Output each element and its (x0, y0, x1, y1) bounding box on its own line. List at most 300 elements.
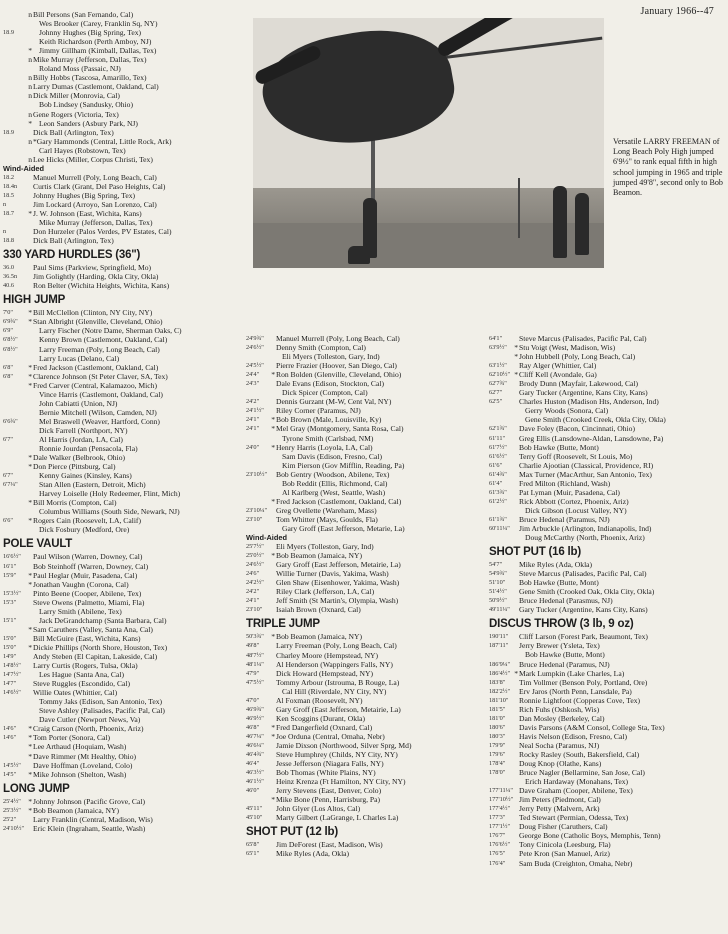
list-item (3, 227, 248, 236)
athlete-entry: Fred Jackson (Castlemont, Oakland, Cal) (33, 362, 159, 372)
list-item (246, 415, 496, 424)
mark-value: 65'1" (246, 850, 260, 858)
list-item (3, 589, 248, 598)
section-heading: SHOT PUT (12 lb) (246, 826, 339, 839)
athlete-entry: Tim Vollmer (Benson Poly, Portland, Ore) (519, 677, 648, 687)
athlete-entry: Gene Smith (Crooked Creek, Okla City, Okla) (525, 415, 666, 425)
mark-value: 24'5½" (246, 362, 264, 370)
star-marker: * (271, 415, 275, 425)
star-marker: * (271, 551, 275, 561)
list-item (489, 470, 727, 479)
list-item (246, 741, 496, 750)
section-heading: POLE VAULT (3, 538, 73, 551)
star-marker (268, 542, 276, 551)
list-item (3, 571, 248, 580)
list-item (489, 370, 727, 379)
athlete-entry: Dave Rimmer (Mt Healthy, Ohio) (33, 751, 137, 761)
star-marker (511, 795, 519, 804)
mark-value: 23'10½" (246, 470, 268, 478)
star-marker: * (28, 733, 32, 743)
list-item (489, 461, 727, 470)
star-marker (268, 352, 276, 361)
athlete-entry: Columbus Williams (South Side, Newark, NJ) (39, 507, 180, 517)
mark-value (489, 415, 511, 424)
list-item (489, 641, 727, 650)
athlete-entry: Bob Reddit (Ellis, Richmond, Cal) (282, 478, 388, 488)
list-item (246, 696, 496, 705)
star-marker: * (514, 668, 518, 678)
star-marker: * (271, 795, 275, 805)
list-item (489, 678, 727, 687)
star-marker: * (28, 751, 32, 761)
list-item (489, 334, 727, 343)
star-marker (268, 605, 276, 614)
list-item (246, 687, 496, 696)
star-marker (511, 759, 519, 768)
athlete-entry: Tony Cinicola (Leesburg, Fla) (519, 840, 611, 850)
athlete-entry: Rich Fuhs (Oshkosh, Wis) (519, 704, 600, 714)
mark-value: 24'1" (246, 425, 260, 433)
list-item (246, 379, 496, 388)
star-marker (511, 443, 519, 452)
mark-value: 180'6" (489, 723, 506, 731)
star-marker (25, 182, 33, 191)
athlete-entry: Mel Gray (Montgomery, Santa Rosa, Cal) (276, 424, 404, 434)
list-item (3, 462, 248, 471)
athlete-entry: Steve Humphrey (Childs, NY City, NY) (276, 750, 398, 760)
list-item (3, 100, 248, 109)
star-marker (25, 489, 33, 498)
list-item (3, 634, 248, 643)
mark-value (489, 533, 511, 542)
star-marker (511, 650, 519, 659)
star-marker (511, 831, 519, 840)
star-marker (511, 714, 519, 723)
list-item (3, 471, 248, 480)
star-marker (268, 587, 276, 596)
list-item (3, 281, 248, 290)
list-item (3, 200, 248, 209)
list-item (489, 388, 727, 397)
mark-value: 24'10½" (3, 824, 25, 832)
athlete-entry: Al Harris (Jordan, LA, Cal) (39, 434, 123, 444)
mark-value (3, 580, 25, 589)
star-marker (511, 678, 519, 687)
list-item (3, 37, 248, 46)
star-marker: * (28, 453, 32, 463)
athlete-entry: Dave Foley (Bacon, Cincinnati, Ohio) (519, 424, 635, 434)
mark-value: 46'7¼" (246, 732, 264, 740)
mark-value: 14'7" (3, 680, 17, 688)
list-item (246, 524, 496, 533)
star-marker (268, 506, 276, 515)
mark-value: 49'8" (246, 642, 260, 650)
list-item (489, 596, 727, 605)
star-marker (511, 696, 519, 705)
mark-value (246, 452, 268, 461)
list-item (3, 345, 248, 354)
mark-value (3, 82, 25, 91)
mark-value (3, 752, 25, 761)
athlete-entry: Sam Caruthers (Valley, Santa Ana, Cal) (33, 624, 153, 634)
star-marker (268, 569, 276, 578)
mark-value: 24'2½" (246, 579, 264, 587)
star-marker (268, 687, 276, 696)
mark-value (3, 10, 25, 19)
mark-value: 24'2" (246, 398, 260, 406)
mark-value (3, 426, 25, 435)
athlete-entry: Ron Belter (Wichita Heights, Wichita, Kans) (33, 281, 170, 291)
star-marker (25, 634, 33, 643)
mark-value: 25'2" (3, 815, 17, 823)
list-item (489, 506, 727, 515)
star-marker (268, 515, 276, 524)
athlete-entry: Bob Hawke (Butte, Mont) (519, 442, 599, 452)
star-marker (25, 281, 33, 290)
athlete-entry: Jim Peters (Piedmont, Cal) (519, 795, 601, 805)
star-marker (268, 596, 276, 605)
athlete-entry: Gary Groff (East Jefferson, Metairie, La) (276, 704, 401, 714)
list-item (489, 497, 727, 506)
list-item (3, 733, 248, 742)
star-marker: * (28, 46, 32, 56)
mark-value (3, 19, 25, 28)
mark-value (3, 462, 25, 471)
mark-value (246, 461, 268, 470)
athlete-entry: Dan Mosley (Berkeley, Cal) (519, 713, 605, 723)
list-item (3, 335, 248, 344)
star-marker (511, 768, 519, 777)
athlete-entry: Larry Freeman (Poly, Long Beach, Cal) (276, 641, 397, 651)
star-marker (268, 488, 276, 497)
star-marker: * (271, 632, 275, 642)
athlete-entry: Jim Lockard (Arroyo, San Lorenzo, Cal) (33, 199, 157, 209)
athlete-entry: J. W. Johnson (East, Wichita, Kans) (33, 208, 142, 218)
athlete-entry: Steve Owens (Palmetto, Miami, Fla) (33, 597, 145, 607)
star-marker (25, 335, 33, 344)
list-item (246, 669, 496, 678)
list-item (3, 453, 248, 462)
star-marker (268, 804, 276, 813)
star-marker: * (28, 642, 32, 652)
star-marker (511, 488, 519, 497)
list-item (246, 849, 496, 858)
athlete-entry: Gary Tucker (Argentine, Kans City, Kans) (519, 388, 648, 398)
list-item (3, 688, 248, 697)
mark-value: 62'10½" (489, 371, 511, 379)
star-marker (268, 406, 276, 415)
athlete-entry: John Hubbell (Poly, Long Beach, Cal) (519, 352, 636, 362)
list-item (3, 761, 248, 770)
athlete-entry: Keith Richardson (Perth Amboy, NJ) (39, 37, 152, 47)
star-marker (25, 679, 33, 688)
list-item (246, 723, 496, 732)
list-item (3, 715, 248, 724)
athlete-entry: Tommy Arbour (Istrouma, B Rouge, La) (276, 677, 400, 687)
list-item (489, 406, 727, 415)
star-marker (25, 824, 33, 833)
star-marker (268, 660, 276, 669)
athlete-entry: Bob Steinhoff (Warren, Downey, Cal) (33, 561, 149, 571)
star-marker (25, 236, 33, 245)
list-item (3, 670, 248, 679)
mark-value: 181'0" (489, 714, 506, 722)
list-item (489, 434, 727, 443)
mark-value: 177'4½" (489, 805, 511, 813)
section-heading: SHOT PUT (16 lb) (489, 546, 582, 559)
athlete-entry: Jim Arbuckle (Arlington, Indianapolis, Ind) (519, 523, 652, 533)
athlete-entry: Jerry Stevens (East, Denver, Colo) (276, 786, 382, 796)
star-marker: * (28, 317, 32, 327)
mark-value (3, 110, 25, 119)
athlete-entry: Lee Hicks (Miller, Corpus Christi, Tex) (33, 154, 153, 164)
list-item (246, 515, 496, 524)
athlete-entry: Neal Socha (Paramus, NJ) (519, 740, 600, 750)
mark-value (3, 525, 25, 534)
mark-value: 45'11" (246, 805, 263, 813)
list-item (3, 616, 248, 625)
list-item (3, 137, 248, 146)
star-marker: * (28, 462, 32, 472)
list-item (3, 516, 248, 525)
mark-value: 177'10½" (489, 796, 514, 804)
athlete-entry: Greg Ovellette (Wareham, Mass) (276, 505, 377, 515)
mark-value (3, 137, 25, 146)
mark-value (3, 498, 25, 507)
star-marker (268, 479, 276, 488)
mark-value (3, 119, 25, 128)
star-marker (511, 434, 519, 443)
list-item (246, 759, 496, 768)
list-item (246, 343, 496, 352)
list-item (246, 542, 496, 551)
athlete-entry: Stan Albright (Glenville, Cleveland, Ohio) (33, 317, 163, 327)
star-marker (511, 632, 519, 641)
star-marker (268, 849, 276, 858)
list-item (3, 598, 248, 607)
athlete-entry: Les Hague (Santa Ana, Cal) (39, 670, 124, 680)
athlete-entry: Rogers Cain (Roosevelt, LA, Calif) (33, 516, 141, 526)
list-item (3, 73, 248, 82)
list-item (246, 777, 496, 786)
star-marker (25, 552, 33, 561)
star-marker (268, 452, 276, 461)
star-marker (511, 687, 519, 696)
section-heading: LONG JUMP (3, 782, 70, 795)
athlete-entry: Marty Gilbert (LaGrange, L Charles La) (276, 813, 399, 823)
athlete-entry: Dick Ball (Arlington, Tex) (33, 127, 114, 137)
mark-value: 61'6½" (489, 452, 507, 460)
mark-value: 45'10" (246, 814, 263, 822)
athlete-entry: Mike Johnson (Shelton, Wash) (33, 769, 127, 779)
list-item (246, 479, 496, 488)
athlete-entry: Steve Ashley (Palisades, Pacific Pal, Cal) (39, 706, 165, 716)
athlete-entry: Don Hurzeler (Palos Verdes, PV Estates, Cal) (33, 227, 172, 237)
athlete-entry: Steve Marcus (Palisades, Pacific Pal, Cal) (519, 334, 647, 343)
list-item (3, 146, 248, 155)
mark-value: 24'6½" (246, 344, 264, 352)
mark-value: 46'4" (246, 760, 260, 768)
star-marker: * (28, 118, 32, 128)
list-item (3, 752, 248, 761)
mark-value: 6'8" (3, 372, 14, 380)
list-item (3, 435, 248, 444)
athlete-entry: Steve Ruggles (Escondido, Cal) (33, 679, 131, 689)
star-marker: * (28, 769, 32, 779)
mark-value (3, 64, 25, 73)
athlete-entry: Dave Cutler (Newport News, Va) (39, 715, 141, 725)
mark-value: 15'3" (3, 598, 17, 606)
athlete-entry: Cliff Larson (Forest Park, Beaumont, Tex) (519, 632, 648, 642)
mark-value: 179'9" (489, 741, 506, 749)
star-marker (25, 607, 33, 616)
athlete-entry: Jerry Brewer (Ysleta, Tex) (519, 641, 600, 651)
athlete-entry: Isaiah Brown (Oxnard, Cal) (276, 605, 361, 615)
list-item (3, 399, 248, 408)
mark-value (246, 687, 268, 696)
star-marker (25, 670, 33, 679)
athlete-entry: Mike Bone (Penn, Harrisburg, Pa) (276, 795, 381, 805)
list-item (489, 750, 727, 759)
athlete-entry: Gary Groff (East Jefferson, Metairie, La) (276, 560, 401, 570)
athlete-entry: Bill McGuire (East, Wichita, Kans) (33, 633, 141, 643)
athlete-entry: Dick Ball (Arlington, Tex) (33, 236, 114, 246)
mark-value: 23'10" (246, 515, 263, 523)
star-marker (25, 444, 33, 453)
list-item (246, 786, 496, 795)
athlete-entry: Erv Jaros (North Penn, Lansdale, Pa) (519, 686, 632, 696)
athlete-entry: Bruce Hedenal (Paramus, NJ) (519, 659, 610, 669)
mark-value: 65'8" (246, 841, 260, 849)
mark-value: 60'11¼" (489, 524, 510, 532)
athlete-entry: Bob Beamon (Jamaica, NY) (276, 551, 363, 561)
list-item (246, 434, 496, 443)
list-item (3, 498, 248, 507)
list-item (3, 417, 248, 426)
list-item (246, 443, 496, 452)
star-marker (25, 652, 33, 661)
list-item (3, 308, 248, 317)
list-item (489, 515, 727, 524)
mark-value: 46'1½" (246, 778, 264, 786)
athlete-entry: Ray Alger (Whittier, Cal) (519, 361, 597, 371)
athlete-entry: Mark Lumpkin (Lake Charles, La) (519, 668, 625, 678)
column-3 (489, 334, 727, 868)
star-marker: * (28, 805, 32, 815)
mark-value: 23'10¼" (246, 506, 268, 514)
mark-value: 6'8½" (3, 336, 18, 344)
athlete-entry: Rocky Rasley (South, Bakersfield, Cal) (519, 749, 640, 759)
star-marker (268, 461, 276, 470)
star-marker (511, 596, 519, 605)
athlete-entry: Johnny Johnson (Pacific Grove, Cal) (33, 796, 145, 806)
star-marker (25, 100, 33, 109)
list-item (3, 317, 248, 326)
athlete-entry: Manuel Murrell (Poly, Long Beach, Cal) (33, 172, 157, 182)
list-item (489, 732, 727, 741)
star-marker (268, 705, 276, 714)
athlete-entry: Fred Dangerfield (Oxnard, Cal) (276, 722, 373, 732)
athlete-entry: Larry Lucas (Delano, Cal) (39, 353, 120, 363)
list-item (489, 786, 727, 795)
athlete-entry: Bruce Hedenal (Paramus, NJ) (519, 514, 610, 524)
athlete-entry: Larry Curtis (Rogers, Tulsa, Okla) (33, 661, 138, 671)
list-item (246, 596, 496, 605)
mark-value: 181'10" (489, 696, 509, 704)
star-marker (268, 343, 276, 352)
athlete-entry: Kim Pierson (Gov Mifflin, Reading, Pa) (282, 460, 405, 470)
list-item (489, 361, 727, 370)
mark-value (3, 453, 25, 462)
athlete-entry: Larry Dumas (Castlemont, Oakland, Cal) (33, 82, 159, 92)
list-item (3, 426, 248, 435)
mark-value (3, 155, 25, 164)
athlete-entry: Rick Abbott (Cortez, Phoenix, Ariz) (519, 496, 629, 506)
mark-value: 23'10" (246, 606, 263, 614)
mark-value: 24'1" (246, 416, 260, 424)
mark-value (489, 406, 511, 415)
list-item (3, 806, 248, 815)
mark-value (3, 625, 25, 634)
list-item (246, 461, 496, 470)
star-marker (25, 697, 33, 706)
athlete-entry: Bob Gentry (Woodson, Abilene, Tex) (276, 469, 390, 479)
mark-value (3, 444, 25, 453)
mark-value: 6'7" (3, 472, 14, 480)
star-marker (511, 804, 519, 813)
athlete-entry: Dick Farrell (Northport, NY) (39, 425, 128, 435)
mark-value: 24'1" (246, 597, 260, 605)
list-item (3, 525, 248, 534)
star-marker (511, 840, 519, 849)
star-marker (511, 452, 519, 461)
mark-value (246, 352, 268, 361)
athlete-entry: Al Henderson (Wappingers Falls, NY) (276, 659, 393, 669)
wind-aided-heading: Wind-Aided (3, 163, 44, 173)
star-marker (25, 390, 33, 399)
mark-value: 36.5n (3, 273, 18, 281)
list-item (489, 343, 727, 352)
mark-value: 61'1¾" (489, 515, 507, 523)
mark-value: 15'1" (3, 616, 17, 624)
star-marker: n (28, 109, 32, 119)
athlete-entry: Doug Knop (Olathe, Kans) (519, 759, 602, 769)
wind-aided-heading: Wind-Aided (246, 533, 287, 543)
list-item (3, 507, 248, 516)
star-marker (25, 417, 33, 426)
star-marker (25, 426, 33, 435)
star-marker: * (271, 424, 275, 434)
mark-value: 49'11¼" (489, 606, 510, 614)
mark-value: 180'3" (489, 732, 506, 740)
star-marker: * (514, 343, 518, 353)
list-item (3, 607, 248, 616)
star-marker (25, 218, 33, 227)
mark-value: 18.7 (3, 209, 15, 217)
athlete-entry: Jimmy Gillham (Kimball, Dallas, Tex) (39, 46, 157, 56)
list-item (3, 552, 248, 561)
mark-value (3, 507, 25, 516)
athlete-entry: Tyrone Smith (Carlsbad, NM) (282, 433, 374, 443)
mark-value: 16'6½" (3, 553, 21, 561)
athlete-entry: Bob Beamon (Jamaica, NY) (33, 805, 120, 815)
star-marker (511, 461, 519, 470)
athlete-entry: Kenny Gaines (Kinsley, Kans) (39, 471, 132, 481)
list-item (3, 390, 248, 399)
athlete-entry: Dave Graham (Cooper, Abilene, Tex) (519, 786, 633, 796)
star-marker: * (28, 624, 32, 634)
mark-value: 14'8½" (3, 662, 21, 670)
